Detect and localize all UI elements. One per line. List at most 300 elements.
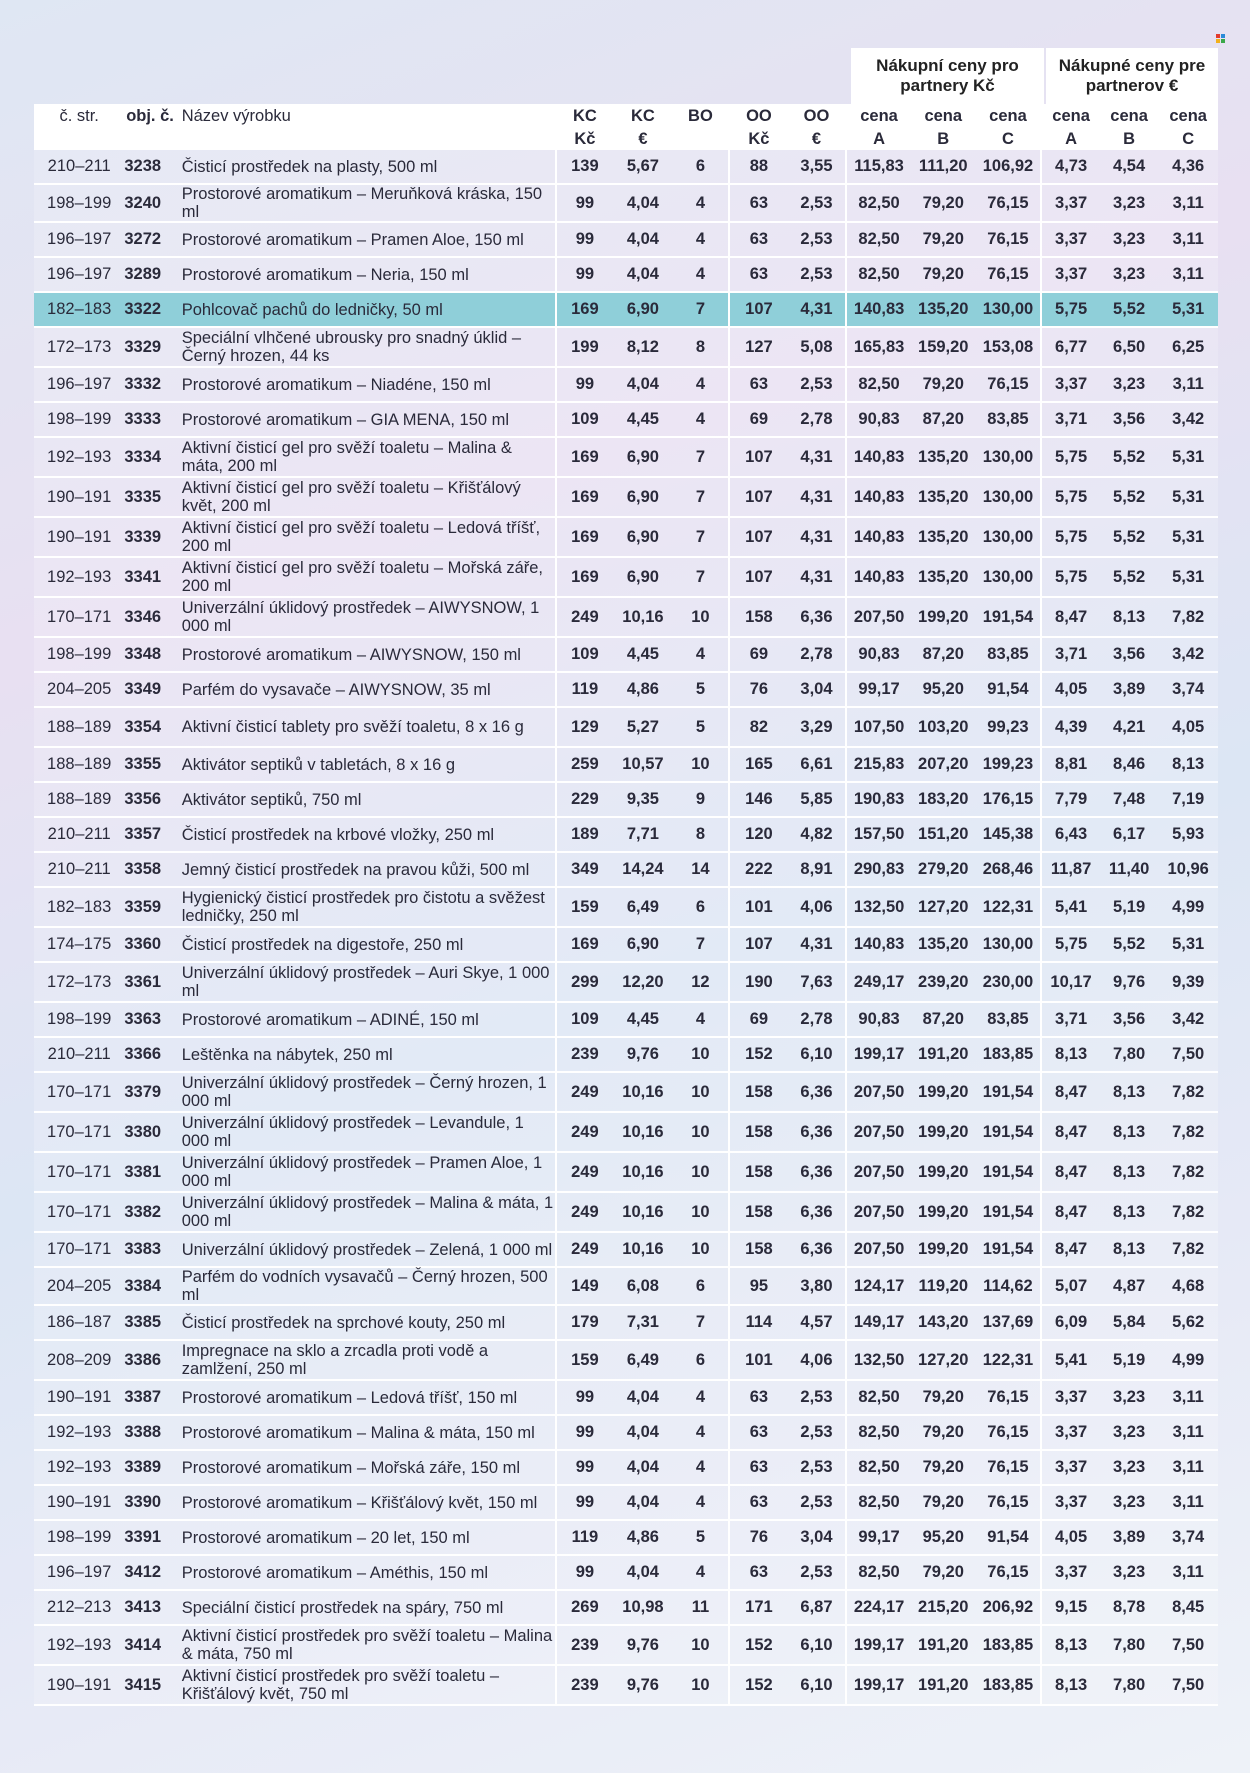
table-row — [34, 327, 1218, 367]
price-a-eur: 5,41 — [1041, 1340, 1100, 1380]
price-b-czk: 119,20 — [911, 1267, 976, 1305]
page-range: 196–197 — [34, 1555, 124, 1590]
price-b-eur: 7,48 — [1100, 782, 1159, 817]
price-b-eur: 6,17 — [1100, 817, 1159, 852]
product-name: Prostorové aromatikum – Niadéne, 150 ml — [176, 367, 556, 402]
col-header: č. str. — [34, 104, 124, 128]
order-number: 3385 — [124, 1305, 175, 1340]
col-subheader: Kč — [556, 128, 614, 150]
page-range: 170–171 — [34, 597, 124, 637]
oo-czk: 222 — [729, 852, 788, 887]
price-a-czk: 207,50 — [846, 1232, 911, 1267]
price-b-eur: 5,52 — [1100, 292, 1159, 327]
product-name: Leštěnka na nábytek, 250 ml — [176, 1037, 556, 1072]
kc-eur: 9,76 — [613, 1625, 673, 1665]
page-range: 192–193 — [34, 1450, 124, 1485]
page-range: 170–171 — [34, 1152, 124, 1192]
bo-points: 4 — [673, 222, 729, 257]
oo-czk: 158 — [729, 1112, 788, 1152]
oo-czk: 107 — [729, 292, 788, 327]
price-c-czk: 191,54 — [976, 1112, 1042, 1152]
price-c-eur: 7,82 — [1158, 1232, 1218, 1267]
product-name: Prostorové aromatikum – Meruňková kráska, 150 ml — [176, 184, 556, 222]
order-number: 3240 — [124, 184, 175, 222]
price-b-czk: 79,20 — [911, 1380, 976, 1415]
product-name: Prostorové aromatikum – ADINÉ, 150 ml — [176, 1002, 556, 1037]
col-subheader: € — [788, 128, 847, 150]
table-body — [34, 150, 1218, 1705]
kc-eur: 6,90 — [613, 292, 673, 327]
kc-eur: 4,45 — [613, 402, 673, 437]
table-row — [34, 782, 1218, 817]
oo-czk: 158 — [729, 1192, 788, 1232]
oo-eur: 2,78 — [788, 402, 847, 437]
price-a-eur: 3,71 — [1041, 637, 1100, 672]
price-c-eur: 3,42 — [1158, 637, 1218, 672]
table-row — [34, 222, 1218, 257]
price-b-czk: 135,20 — [911, 927, 976, 962]
price-a-eur: 11,87 — [1041, 852, 1100, 887]
oo-czk: 107 — [729, 557, 788, 597]
price-c-czk: 153,08 — [976, 327, 1042, 367]
kc-czk: 139 — [556, 150, 614, 184]
price-a-eur: 8,47 — [1041, 1112, 1100, 1152]
oo-eur: 2,53 — [788, 222, 847, 257]
col-subheader — [673, 128, 729, 150]
price-b-czk: 215,20 — [911, 1590, 976, 1625]
order-number: 3363 — [124, 1002, 175, 1037]
kc-czk: 169 — [556, 557, 614, 597]
kc-eur: 10,16 — [613, 1152, 673, 1192]
price-b-czk: 135,20 — [911, 557, 976, 597]
price-c-eur: 5,31 — [1158, 477, 1218, 517]
oo-czk: 63 — [729, 1380, 788, 1415]
kc-czk: 109 — [556, 1002, 614, 1037]
oo-eur: 5,85 — [788, 782, 847, 817]
price-a-czk: 82,50 — [846, 1485, 911, 1520]
product-name: Univerzální úklidový prostředek – Černý hrozen, 1 000 ml — [176, 1072, 556, 1112]
oo-czk: 158 — [729, 1152, 788, 1192]
price-c-eur: 3,11 — [1158, 1450, 1218, 1485]
price-b-czk: 159,20 — [911, 327, 976, 367]
bo-points: 6 — [673, 1267, 729, 1305]
oo-czk: 63 — [729, 367, 788, 402]
price-b-eur: 5,84 — [1100, 1305, 1159, 1340]
table-row — [34, 1037, 1218, 1072]
product-name: Parfém do vodních vysavačů – Černý hrozen, 500 ml — [176, 1267, 556, 1305]
col-header: KC — [613, 104, 673, 128]
order-number: 3413 — [124, 1590, 175, 1625]
kc-czk: 149 — [556, 1267, 614, 1305]
price-b-czk: 79,20 — [911, 1485, 976, 1520]
oo-czk: 69 — [729, 637, 788, 672]
kc-czk: 169 — [556, 927, 614, 962]
price-c-czk: 268,46 — [976, 852, 1042, 887]
oo-eur: 2,53 — [788, 257, 847, 292]
price-c-eur: 4,05 — [1158, 707, 1218, 747]
bo-points: 10 — [673, 1072, 729, 1112]
order-number: 3387 — [124, 1380, 175, 1415]
price-b-eur: 6,50 — [1100, 327, 1159, 367]
oo-eur: 4,31 — [788, 477, 847, 517]
product-name: Prostorové aromatikum – 20 let, 150 ml — [176, 1520, 556, 1555]
price-c-czk: 130,00 — [976, 477, 1042, 517]
oo-czk: 152 — [729, 1625, 788, 1665]
price-c-czk: 183,85 — [976, 1625, 1042, 1665]
price-b-eur: 3,89 — [1100, 672, 1159, 707]
kc-eur: 4,45 — [613, 637, 673, 672]
col-header: OO — [729, 104, 788, 128]
price-a-eur: 3,37 — [1041, 222, 1100, 257]
product-name: Univerzální úklidový prostředek – Levandule, 1 000 ml — [176, 1112, 556, 1152]
col-subheader: B — [911, 128, 976, 150]
order-number: 3391 — [124, 1520, 175, 1555]
product-name: Univerzální úklidový prostředek – Pramen Aloe, 1 000 ml — [176, 1152, 556, 1192]
kc-czk: 239 — [556, 1665, 614, 1705]
product-name: Čisticí prostředek na digestoře, 250 ml — [176, 927, 556, 962]
table-row — [34, 1485, 1218, 1520]
price-b-czk: 127,20 — [911, 887, 976, 927]
oo-eur: 6,36 — [788, 1192, 847, 1232]
bo-points: 4 — [673, 637, 729, 672]
oo-eur: 4,06 — [788, 1340, 847, 1380]
price-c-eur: 10,96 — [1158, 852, 1218, 887]
price-b-eur: 5,52 — [1100, 437, 1159, 477]
order-number: 3349 — [124, 672, 175, 707]
price-c-czk: 76,15 — [976, 222, 1042, 257]
kc-eur: 6,90 — [613, 557, 673, 597]
price-a-eur: 6,09 — [1041, 1305, 1100, 1340]
price-a-czk: 207,50 — [846, 597, 911, 637]
price-a-eur: 3,37 — [1041, 257, 1100, 292]
oo-czk: 146 — [729, 782, 788, 817]
table-row — [34, 557, 1218, 597]
price-b-eur: 8,13 — [1100, 1152, 1159, 1192]
price-a-czk: 140,83 — [846, 437, 911, 477]
table-row — [34, 747, 1218, 782]
price-b-eur: 4,87 — [1100, 1267, 1159, 1305]
page-range: 210–211 — [34, 150, 124, 184]
price-b-czk: 191,20 — [911, 1625, 976, 1665]
col-subheader: C — [976, 128, 1042, 150]
kc-eur: 6,90 — [613, 517, 673, 557]
price-b-czk: 127,20 — [911, 1340, 976, 1380]
page-range: 192–193 — [34, 437, 124, 477]
product-name: Jemný čisticí prostředek na pravou kůži, 500 ml — [176, 852, 556, 887]
oo-czk: 190 — [729, 962, 788, 1002]
price-c-eur: 3,11 — [1158, 222, 1218, 257]
price-b-eur: 7,80 — [1100, 1037, 1159, 1072]
price-c-eur: 8,45 — [1158, 1590, 1218, 1625]
bo-points: 4 — [673, 402, 729, 437]
oo-czk: 63 — [729, 257, 788, 292]
oo-eur: 4,06 — [788, 887, 847, 927]
kc-eur: 6,49 — [613, 1340, 673, 1380]
price-c-czk: 191,54 — [976, 597, 1042, 637]
page-range: 204–205 — [34, 1267, 124, 1305]
oo-eur: 3,04 — [788, 672, 847, 707]
col-header: cena — [911, 104, 976, 128]
price-c-czk: 130,00 — [976, 292, 1042, 327]
order-number: 3332 — [124, 367, 175, 402]
bo-points: 4 — [673, 1555, 729, 1590]
kc-czk: 109 — [556, 402, 614, 437]
price-c-czk: 76,15 — [976, 1555, 1042, 1590]
bo-points: 12 — [673, 962, 729, 1002]
price-b-czk: 279,20 — [911, 852, 976, 887]
oo-eur: 6,10 — [788, 1665, 847, 1705]
order-number: 3335 — [124, 477, 175, 517]
bo-points: 4 — [673, 1485, 729, 1520]
price-b-czk: 199,20 — [911, 1232, 976, 1267]
table-row — [34, 1072, 1218, 1112]
oo-czk: 63 — [729, 1450, 788, 1485]
product-name: Univerzální úklidový prostředek – AIWYSNOW, 1 000 ml — [176, 597, 556, 637]
order-number: 3360 — [124, 927, 175, 962]
product-name: Impregnace na sklo a zrcadla proti vodě a zamlžení, 250 ml — [176, 1340, 556, 1380]
price-c-czk: 183,85 — [976, 1037, 1042, 1072]
price-c-czk: 76,15 — [976, 1485, 1042, 1520]
oo-eur: 2,53 — [788, 184, 847, 222]
price-c-czk: 83,85 — [976, 637, 1042, 672]
price-c-eur: 7,19 — [1158, 782, 1218, 817]
price-b-eur: 8,78 — [1100, 1590, 1159, 1625]
price-a-czk: 82,50 — [846, 222, 911, 257]
group-headers — [34, 48, 1218, 104]
order-number: 3354 — [124, 707, 175, 747]
price-c-eur: 3,11 — [1158, 184, 1218, 222]
product-name: Aktivní čisticí prostředek pro svěží toaletu – Malina & máta, 750 ml — [176, 1625, 556, 1665]
page-range: 190–191 — [34, 517, 124, 557]
kc-eur: 4,04 — [613, 1555, 673, 1590]
price-a-czk: 140,83 — [846, 477, 911, 517]
price-c-eur: 7,82 — [1158, 1112, 1218, 1152]
kc-eur: 14,24 — [613, 852, 673, 887]
price-a-czk: 82,50 — [846, 367, 911, 402]
price-a-eur: 5,75 — [1041, 437, 1100, 477]
price-c-eur: 5,31 — [1158, 517, 1218, 557]
price-c-czk: 183,85 — [976, 1665, 1042, 1705]
group-header-czk: Nákupní ceny pro partnery Kč — [851, 48, 1044, 104]
table-row — [34, 672, 1218, 707]
bo-points: 7 — [673, 292, 729, 327]
price-b-eur: 3,23 — [1100, 1415, 1159, 1450]
page-range: 192–193 — [34, 1415, 124, 1450]
kc-czk: 189 — [556, 817, 614, 852]
page-range: 192–193 — [34, 1625, 124, 1665]
price-b-eur: 3,23 — [1100, 184, 1159, 222]
price-c-eur: 3,11 — [1158, 257, 1218, 292]
product-name: Speciální vlhčené ubrousky pro snadný úklid – Černý hrozen, 44 ks — [176, 327, 556, 367]
table-row — [34, 887, 1218, 927]
price-b-eur: 4,54 — [1100, 150, 1159, 184]
order-number: 3366 — [124, 1037, 175, 1072]
bo-points: 11 — [673, 1590, 729, 1625]
price-a-czk: 132,50 — [846, 887, 911, 927]
page-range: 210–211 — [34, 817, 124, 852]
product-name: Aktivní čisticí prostředek pro svěží toaletu – Křišťálový květ, 750 ml — [176, 1665, 556, 1705]
price-c-eur: 3,74 — [1158, 672, 1218, 707]
price-a-czk: 82,50 — [846, 1380, 911, 1415]
price-a-czk: 207,50 — [846, 1112, 911, 1152]
price-a-eur: 6,77 — [1041, 327, 1100, 367]
product-name: Prostorové aromatikum – Pramen Aloe, 150 ml — [176, 222, 556, 257]
price-b-eur: 8,46 — [1100, 747, 1159, 782]
price-a-eur: 6,43 — [1041, 817, 1100, 852]
oo-eur: 3,04 — [788, 1520, 847, 1555]
price-b-czk: 183,20 — [911, 782, 976, 817]
oo-czk: 152 — [729, 1037, 788, 1072]
oo-eur: 6,10 — [788, 1625, 847, 1665]
price-c-eur: 7,50 — [1158, 1625, 1218, 1665]
product-name: Aktivní čisticí tablety pro svěží toaletu, 8 x 16 g — [176, 707, 556, 747]
price-c-eur: 3,42 — [1158, 402, 1218, 437]
product-name: Aktivní čisticí gel pro svěží toaletu – Ledová tříšť, 200 ml — [176, 517, 556, 557]
price-c-czk: 76,15 — [976, 257, 1042, 292]
price-c-czk: 83,85 — [976, 402, 1042, 437]
page-range: 188–189 — [34, 707, 124, 747]
oo-eur: 2,78 — [788, 1002, 847, 1037]
price-b-eur: 5,19 — [1100, 887, 1159, 927]
bo-points: 10 — [673, 1625, 729, 1665]
oo-eur: 3,29 — [788, 707, 847, 747]
bo-points: 7 — [673, 927, 729, 962]
page-range: 192–193 — [34, 557, 124, 597]
product-name: Prostorové aromatikum – Ledová tříšť, 150 ml — [176, 1380, 556, 1415]
kc-eur: 9,35 — [613, 782, 673, 817]
page-range: 190–191 — [34, 1665, 124, 1705]
price-c-eur: 3,11 — [1158, 1380, 1218, 1415]
table-row — [34, 597, 1218, 637]
oo-eur: 4,31 — [788, 292, 847, 327]
price-a-eur: 3,37 — [1041, 1415, 1100, 1450]
price-a-eur: 8,13 — [1041, 1625, 1100, 1665]
oo-eur: 4,31 — [788, 557, 847, 597]
price-c-eur: 7,50 — [1158, 1665, 1218, 1705]
price-a-czk: 199,17 — [846, 1665, 911, 1705]
price-a-eur: 8,47 — [1041, 1072, 1100, 1112]
price-a-czk: 132,50 — [846, 1340, 911, 1380]
kc-eur: 5,67 — [613, 150, 673, 184]
order-number: 3238 — [124, 150, 175, 184]
price-b-czk: 79,20 — [911, 257, 976, 292]
price-c-czk: 230,00 — [976, 962, 1042, 1002]
price-c-eur: 5,31 — [1158, 437, 1218, 477]
price-table — [34, 104, 1218, 1706]
price-c-czk: 191,54 — [976, 1192, 1042, 1232]
order-number: 3382 — [124, 1192, 175, 1232]
kc-eur: 4,86 — [613, 672, 673, 707]
price-b-czk: 135,20 — [911, 292, 976, 327]
bo-points: 10 — [673, 1112, 729, 1152]
table-row — [34, 367, 1218, 402]
oo-czk: 63 — [729, 184, 788, 222]
price-b-eur: 3,89 — [1100, 1520, 1159, 1555]
table-row — [34, 1340, 1218, 1380]
col-header: obj. č. — [124, 104, 175, 128]
kc-eur: 4,45 — [613, 1002, 673, 1037]
price-a-eur: 8,47 — [1041, 1152, 1100, 1192]
product-name: Hygienický čisticí prostředek pro čistotu a svěžest ledničky, 250 ml — [176, 887, 556, 927]
price-a-eur: 4,05 — [1041, 1520, 1100, 1555]
col-header: cena — [846, 104, 911, 128]
table-row — [34, 1380, 1218, 1415]
price-list — [34, 48, 1218, 1706]
oo-czk: 101 — [729, 887, 788, 927]
page-range: 188–189 — [34, 747, 124, 782]
price-b-czk: 199,20 — [911, 1072, 976, 1112]
bo-points: 4 — [673, 1415, 729, 1450]
table-row — [34, 927, 1218, 962]
oo-czk: 158 — [729, 597, 788, 637]
oo-czk: 63 — [729, 1415, 788, 1450]
price-b-eur: 4,21 — [1100, 707, 1159, 747]
order-number: 3329 — [124, 327, 175, 367]
price-a-czk: 290,83 — [846, 852, 911, 887]
kc-czk: 169 — [556, 517, 614, 557]
price-c-eur: 3,11 — [1158, 367, 1218, 402]
kc-eur: 6,90 — [613, 927, 673, 962]
price-b-czk: 79,20 — [911, 1450, 976, 1485]
price-a-eur: 5,75 — [1041, 517, 1100, 557]
order-number: 3389 — [124, 1450, 175, 1485]
col-subheader — [34, 128, 124, 150]
kc-eur: 4,04 — [613, 222, 673, 257]
oo-czk: 158 — [729, 1072, 788, 1112]
page-range: 196–197 — [34, 257, 124, 292]
price-b-eur: 3,56 — [1100, 402, 1159, 437]
kc-eur: 8,12 — [613, 327, 673, 367]
bo-points: 6 — [673, 150, 729, 184]
col-header: BO — [673, 104, 729, 128]
table-row — [34, 707, 1218, 747]
product-name: Prostorové aromatikum – Křišťálový květ, 150 ml — [176, 1485, 556, 1520]
oo-czk: 69 — [729, 1002, 788, 1037]
kc-czk: 99 — [556, 1450, 614, 1485]
price-a-czk: 140,83 — [846, 517, 911, 557]
price-a-czk: 140,83 — [846, 927, 911, 962]
table-row — [34, 292, 1218, 327]
price-a-eur: 7,79 — [1041, 782, 1100, 817]
oo-eur: 7,63 — [788, 962, 847, 1002]
oo-czk: 107 — [729, 477, 788, 517]
price-c-eur: 5,31 — [1158, 927, 1218, 962]
price-b-czk: 191,20 — [911, 1037, 976, 1072]
price-b-czk: 239,20 — [911, 962, 976, 1002]
price-b-eur: 5,52 — [1100, 517, 1159, 557]
price-a-eur: 3,37 — [1041, 1380, 1100, 1415]
page-range: 210–211 — [34, 852, 124, 887]
kc-czk: 239 — [556, 1037, 614, 1072]
price-c-czk: 91,54 — [976, 1520, 1042, 1555]
page-range: 198–199 — [34, 637, 124, 672]
oo-eur: 2,53 — [788, 1555, 847, 1590]
table-row — [34, 1305, 1218, 1340]
price-b-czk: 95,20 — [911, 1520, 976, 1555]
product-name: Aktivní čisticí gel pro svěží toaletu – Křišťálový květ, 200 ml — [176, 477, 556, 517]
oo-eur: 4,82 — [788, 817, 847, 852]
price-c-czk: 99,23 — [976, 707, 1042, 747]
price-b-czk: 199,20 — [911, 1112, 976, 1152]
order-number: 3334 — [124, 437, 175, 477]
kc-eur: 7,31 — [613, 1305, 673, 1340]
price-c-eur: 7,82 — [1158, 1072, 1218, 1112]
price-c-eur: 5,62 — [1158, 1305, 1218, 1340]
price-c-czk: 76,15 — [976, 1415, 1042, 1450]
product-name: Čisticí prostředek na plasty, 500 ml — [176, 150, 556, 184]
price-b-czk: 111,20 — [911, 150, 976, 184]
bo-points: 7 — [673, 437, 729, 477]
